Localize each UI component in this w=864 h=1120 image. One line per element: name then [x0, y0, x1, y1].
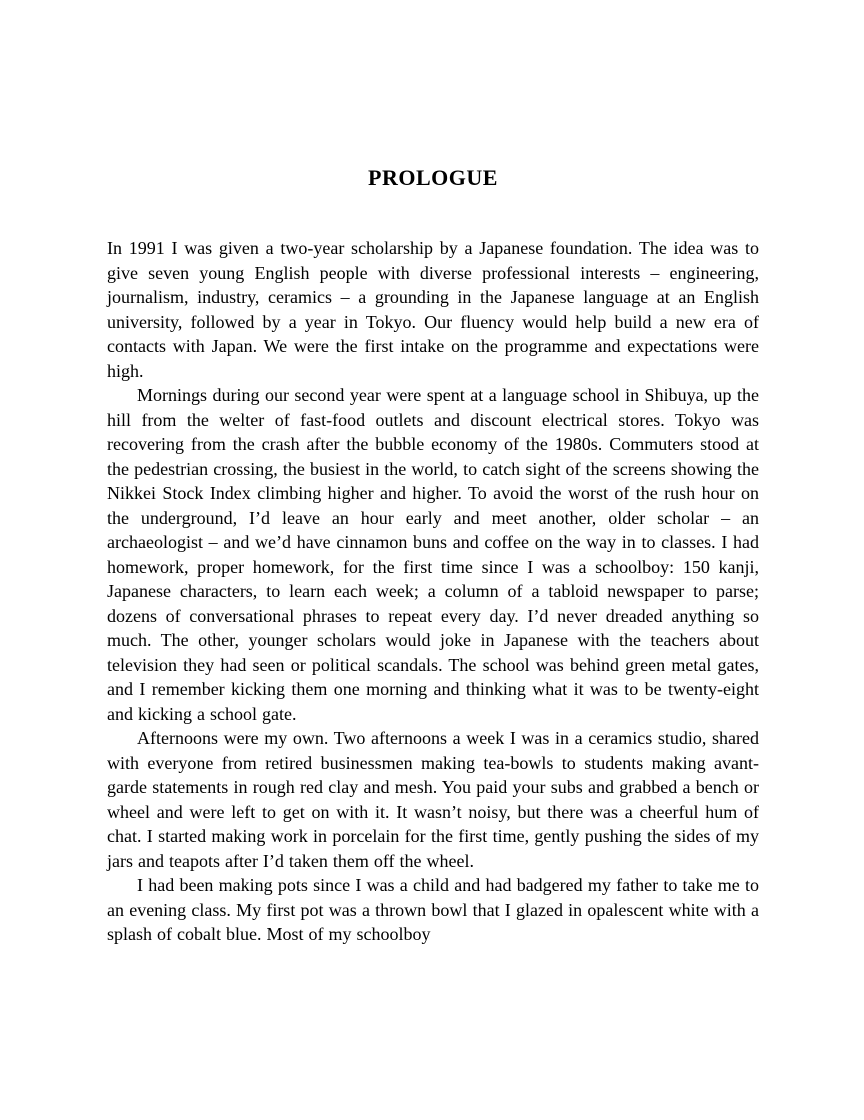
page-title: PROLOGUE [368, 165, 498, 190]
paragraph: I had been making pots since I was a child and had badgered my father to take me to an evening class. My first pot was a thrown bowl that I glazed in opalescent white with a splash of cobalt blue. Most of my schoolboy [107, 875, 759, 944]
paragraph: In 1991 I was given a two-year scholarship by a Japanese foundation. The idea was to give seven young English people with diverse professional interests – engineering, journalism, industry, ceramics – a grounding in the Japanese language at an English university, followed by a year in Tokyo. Our fluency would help build a new era of contacts with Japan. We were the first intake on the programme and expectations were high. [107, 238, 759, 381]
paragraph: Afternoons were my own. Two afternoons a week I was in a ceramics studio, shared with everyone from retired businessmen making tea-bowls to students making avant-garde statements in rough red clay and mesh. You paid your subs and grabbed a bench or wheel and were left to get on with it. It wasn’t noisy, but there was a cheerful hum of chat. I started making work in porcelain for the first time, gently pushing the sides of my jars and teapots after I’d taken them off the wheel. [107, 728, 759, 871]
page-content [107, 164, 759, 947]
paragraph: Mornings during our second year were spent at a language school in Shibuya, up the hill from the welter of fast-food outlets and discount electrical stores. Tokyo was recovering from the crash after the bubble economy of the 1980s. Commuters stood at the pedestrian crossing, the busiest in the world, to catch sight of the screens showing the Nikkei Stock Index climbing higher and higher. To avoid the worst of the rush hour on the underground, I’d leave an hour early and meet another, older scholar – an archaeologist – and we’d have cinnamon buns and coffee on the way in to classes. I had homework, proper homework, for the first time since I was a schoolboy: 150 kanji, Japanese characters, to learn each week; a column of a tabloid newspaper to parse; dozens of conversational phrases to repeat every day. I’d never dreaded anything so much. The other, younger scholars would joke in Japanese with the teachers about television they had seen or political scandals. The school was behind green metal gates, and I remember kicking them one morning and thinking what it was to be twenty-eight and kicking a school gate. [107, 385, 759, 724]
body-text [107, 236, 759, 947]
